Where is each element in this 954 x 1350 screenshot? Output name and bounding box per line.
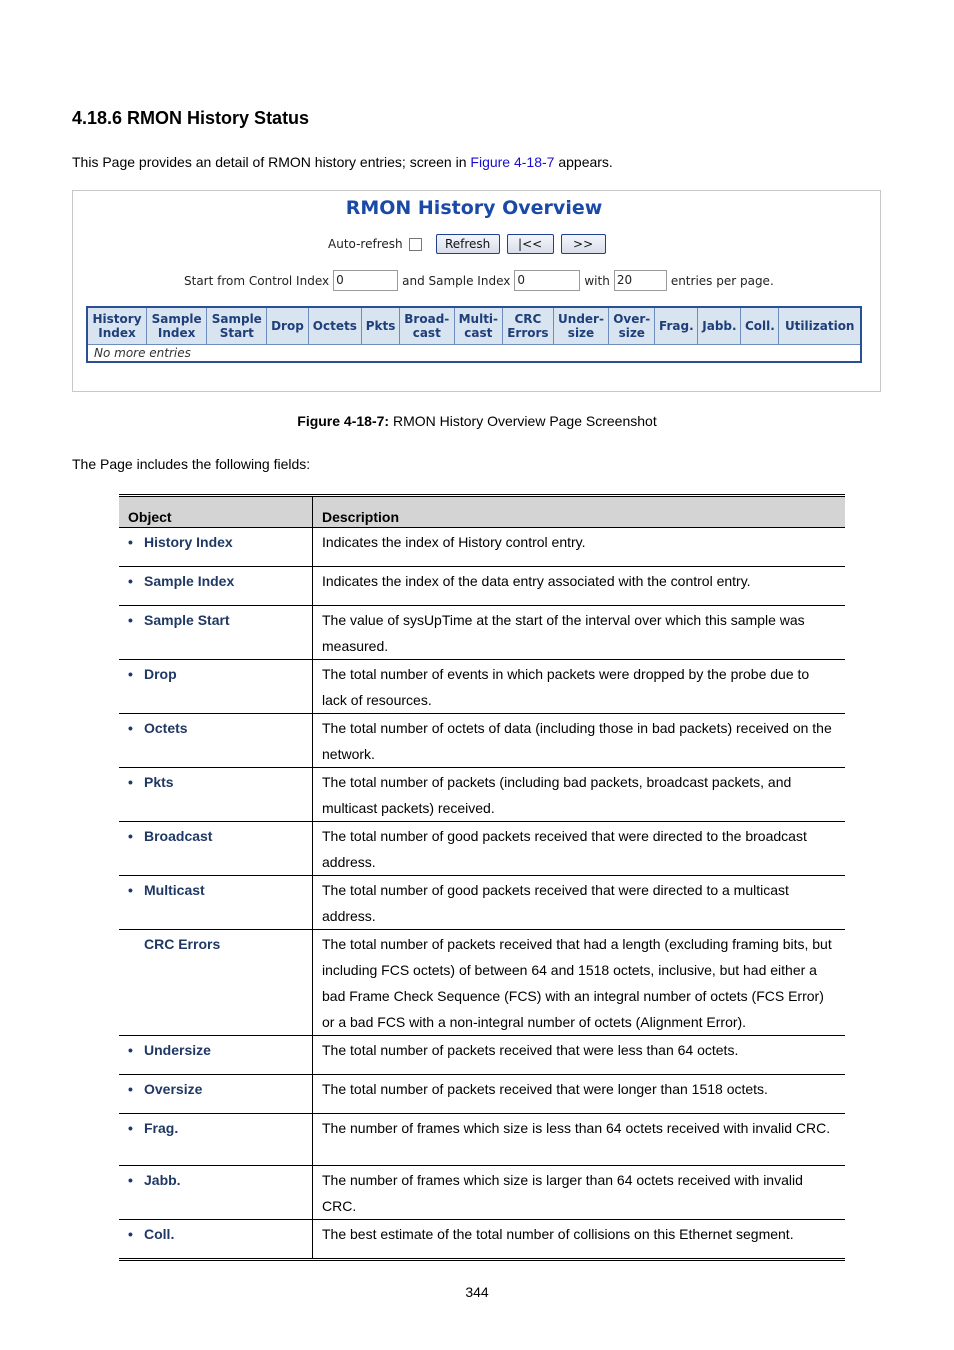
bullet-icon: •	[128, 1172, 133, 1188]
description-text: The total number of packets (including bad packets, broadcast packets, and multicast packets) received.	[322, 774, 792, 816]
object-name: Undersize	[144, 1042, 211, 1058]
description-text: The total number of good packets received that were directed to a multicast address.	[322, 882, 789, 924]
table-row	[119, 528, 845, 567]
sample-index-label: and Sample Index	[402, 273, 511, 288]
first-page-button[interactable]: |<<	[507, 234, 554, 254]
description-cell	[313, 822, 846, 876]
object-name: Drop	[144, 666, 177, 682]
auto-refresh-checkbox[interactable]	[409, 238, 422, 251]
intro-suffix: appears.	[554, 154, 613, 170]
description-cell	[313, 768, 846, 822]
next-page-button[interactable]: >>	[561, 234, 606, 254]
bullet-icon: •	[128, 828, 133, 844]
col-drop: Drop	[267, 307, 308, 345]
entries-per-page-label: entries per page.	[670, 273, 774, 288]
object-cell	[119, 1166, 313, 1220]
description-cell	[313, 1220, 846, 1260]
description-text: The total number of packets received that were less than 64 octets.	[322, 1042, 739, 1058]
description-text: The total number of good packets received that were directed to the broadcast address.	[322, 828, 807, 870]
bullet-icon: •	[128, 573, 133, 589]
table-row	[119, 1220, 845, 1260]
description-text: Indicates the index of History control entry.	[322, 534, 586, 550]
auto-refresh-label: Auto-refresh	[328, 237, 403, 251]
col-utilization: Utilization	[779, 307, 861, 345]
col-jabb: Jabb.	[698, 307, 741, 345]
table-row	[119, 660, 845, 714]
figure-caption	[0, 413, 954, 429]
description-text: The total number of octets of data (including those in bad packets) received on the network.	[322, 720, 832, 762]
intro-prefix: This Page provides an detail of RMON history entries; screen in	[72, 154, 471, 170]
bullet-icon: •	[128, 1081, 133, 1097]
section-heading: 4.18.6 RMON History Status	[72, 108, 310, 128]
object-name: History Index	[144, 534, 233, 550]
table-row	[119, 768, 845, 822]
description-text: Indicates the index of the data entry associated with the control entry.	[322, 573, 751, 589]
object-cell	[119, 1036, 313, 1075]
description-cell	[313, 714, 846, 768]
col-sample-start: Sample Start	[207, 307, 267, 345]
rmon-header-row	[87, 307, 861, 345]
object-name: Oversize	[144, 1081, 203, 1097]
object-name: Coll.	[144, 1226, 175, 1242]
no-entries-message: No more entries	[87, 345, 861, 363]
toolbar	[328, 234, 613, 254]
object-header: Object	[119, 496, 313, 528]
object-name: CRC Errors	[144, 936, 221, 952]
description-cell	[313, 1114, 846, 1166]
description-cell	[313, 528, 846, 567]
col-sample-index: Sample Index	[147, 307, 207, 345]
table-row	[119, 822, 845, 876]
object-name: Jabb.	[144, 1172, 181, 1188]
col-history-index: History Index	[87, 307, 147, 345]
col-frag: Frag.	[655, 307, 698, 345]
table-row	[119, 930, 845, 1036]
object-name: Pkts	[144, 774, 174, 790]
object-name: Frag.	[144, 1120, 179, 1136]
col-pkts: Pkts	[362, 307, 400, 345]
bullet-icon: •	[128, 612, 133, 628]
description-text: The value of sysUpTime at the start of the interval over which this sample was measured.	[322, 612, 805, 654]
bullet-icon: •	[128, 882, 133, 898]
object-name: Sample Index	[144, 573, 235, 589]
table-row	[119, 1036, 845, 1075]
object-cell	[119, 930, 313, 1036]
figure-link[interactable]: Figure 4-18-7	[470, 154, 555, 170]
description-cell	[313, 660, 846, 714]
fields-intro: The Page includes the following fields:	[72, 456, 311, 472]
bullet-icon: •	[128, 534, 133, 550]
entries-per-page-input[interactable]: 20	[614, 270, 667, 291]
description-text: The total number of packets received that were longer than 1518 octets.	[322, 1081, 768, 1097]
description-cell	[313, 1036, 846, 1075]
refresh-button[interactable]: Refresh	[436, 234, 500, 254]
screenshot-frame	[72, 190, 881, 392]
description-text: The total number of packets received that had a length (excluding framing bits, but including FCS octets) of between 64 and 1518 octets, inclusive, but had either a bad Frame Check Sequence (FCS) with an integral number of octets (FCS Error) or a bad FCS with a non-integral number of octets (Alignment Error).	[322, 936, 832, 1030]
object-name: Multicast	[144, 882, 205, 898]
fields-table	[119, 494, 845, 1261]
table-row	[119, 1114, 845, 1166]
bullet-icon: •	[128, 774, 133, 790]
bullet-icon: •	[128, 720, 133, 736]
start-control-label: Start from Control Index	[184, 273, 330, 288]
table-row	[119, 1166, 845, 1220]
object-cell	[119, 1220, 313, 1260]
table-row	[119, 567, 845, 606]
description-cell	[313, 1166, 846, 1220]
object-cell	[119, 660, 313, 714]
rmon-overview-title: RMON History Overview	[345, 197, 603, 219]
table-row	[119, 1075, 845, 1114]
description-text: The number of frames which size is larger than 64 octets received with invalid CRC.	[322, 1172, 803, 1214]
object-name: Broadcast	[144, 828, 213, 844]
description-header: Description	[313, 496, 846, 528]
fields-table-header	[119, 496, 845, 528]
description-text: The number of frames which size is less than 64 octets received with invalid CRC.	[322, 1120, 831, 1136]
description-cell	[313, 1075, 846, 1114]
description-text: The best estimate of the total number of collisions on this Ethernet segment.	[322, 1226, 794, 1242]
figure-caption-label: Figure 4-18-7:	[297, 413, 390, 429]
object-name: Sample Start	[144, 612, 230, 628]
bullet-icon: •	[128, 1042, 133, 1058]
bullet-icon: •	[128, 1120, 133, 1136]
rmon-history-table	[86, 306, 862, 363]
table-row	[119, 714, 845, 768]
intro-paragraph	[72, 154, 613, 170]
description-cell	[313, 876, 846, 930]
description-text: The total number of events in which packets were dropped by the probe due to lack of resources.	[322, 666, 810, 708]
col-oversize: Over- size	[609, 307, 655, 345]
object-cell	[119, 714, 313, 768]
description-cell	[313, 930, 846, 1036]
description-cell	[313, 606, 846, 660]
figure-caption-text: RMON History Overview Page Screenshot	[389, 413, 657, 429]
table-row	[87, 345, 861, 363]
bullet-icon: •	[128, 1226, 133, 1242]
object-cell	[119, 567, 313, 606]
object-cell	[119, 1075, 313, 1114]
col-coll: Coll.	[741, 307, 779, 345]
object-cell	[119, 1114, 313, 1166]
col-octets: Octets	[308, 307, 362, 345]
control-index-input[interactable]: 0	[333, 270, 398, 291]
object-name: Octets	[144, 720, 188, 736]
col-broadcast: Broad- cast	[399, 307, 454, 345]
col-undersize: Under- size	[553, 307, 609, 345]
sample-index-input[interactable]: 0	[514, 270, 580, 291]
start-index-row	[184, 270, 774, 291]
page-number: 344	[465, 1284, 489, 1300]
description-cell	[313, 567, 846, 606]
object-cell	[119, 768, 313, 822]
bullet-icon: •	[128, 666, 133, 682]
with-label: with	[584, 273, 610, 288]
table-row	[119, 606, 845, 660]
object-cell	[119, 876, 313, 930]
object-cell	[119, 606, 313, 660]
col-multicast: Multi- cast	[454, 307, 503, 345]
table-row	[119, 876, 845, 930]
object-cell	[119, 528, 313, 567]
col-crc-errors: CRC Errors	[503, 307, 554, 345]
object-cell	[119, 822, 313, 876]
